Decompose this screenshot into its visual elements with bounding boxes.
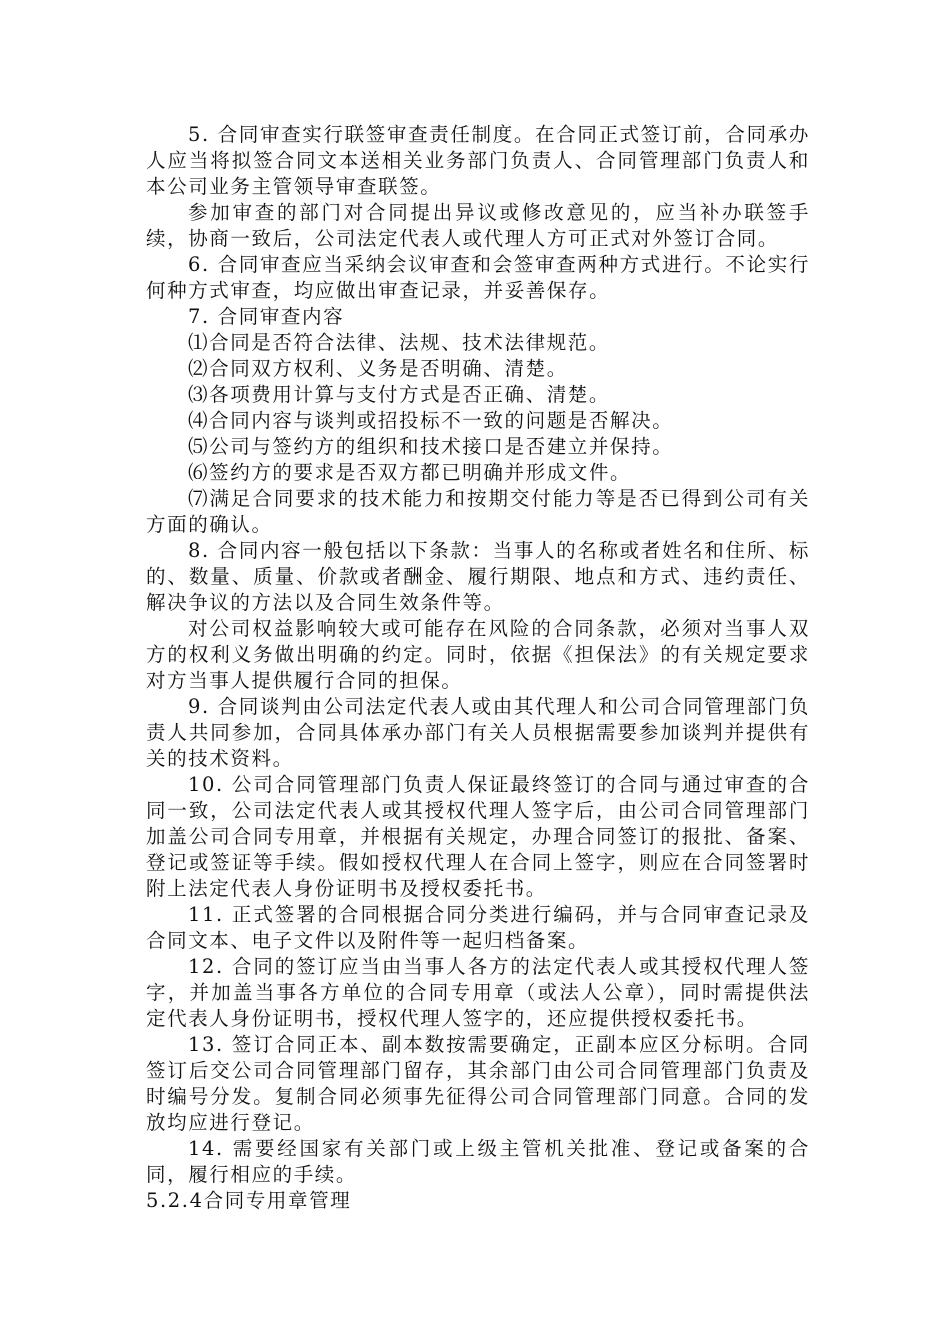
paragraph-5-supplement: 参加审查的部门对合同提出异议或修改意见的，应当补办联签手续，协商一致后，公司法定代表人或代理人方可正式对外签订合同。	[146, 201, 810, 250]
review-item-5: ⑸公司与签约方的组织和技术接口是否建立并保持。	[188, 435, 674, 458]
review-item-6: ⑹签约方的要求是否双方都已明确并形成文件。	[188, 461, 632, 484]
paragraph-5: 5. 合同审查实行联签审查责任制度。在合同正式签订前，合同承办人应当将拟签合同文本送相关业务部门负责人、合同管理部门负责人和本公司业务主管领导审查联签。	[146, 123, 810, 198]
paragraph-9: 9. 合同谈判由公司法定代表人或由其代理人和公司合同管理部门负责人共同参加，合同具体承办部门有关人员根据需要参加谈判并提供有关的技术资料。	[146, 695, 810, 770]
paragraph-10: 10. 公司合同管理部门负责人保证最终签订的合同与通过审查的合同一致，公司法定代表人或其授权代理人签字后，由公司合同管理部门加盖公司合同专用章，并根据有关规定，办理合同签订的报批、备案、登记或签证等手续。假如授权代理人在合同上签字，则应在合同签署时附上法定代表人身份证明书及授权委托书。	[146, 773, 810, 900]
paragraph-7: 7. 合同审查内容	[188, 305, 345, 328]
paragraph-14: 14. 需要经国家有关部门或上级主管机关批准、登记或备案的合同，履行相应的手续。	[146, 1137, 810, 1186]
review-item-2: ⑵合同双方权利、义务是否明确、清楚。	[188, 357, 568, 380]
review-item-3: ⑶各项费用计算与支付方式是否正确、清楚。	[188, 383, 611, 406]
review-item-7: ⑺满足合同要求的技术能力和按期交付能力等是否已得到公司有关方面的确认。	[146, 487, 810, 536]
paragraph-11: 11. 正式签署的合同根据合同分类进行编码，并与合同审查记录及合同文本、电子文件以及附件等一起归档备案。	[146, 903, 810, 952]
paragraph-8-supplement: 对公司权益影响较大或可能存在风险的合同条款，必须对当事人双方的权利义务做出明确的约定。同时，依据《担保法》的有关规定要求对方当事人提供履行合同的担保。	[146, 617, 810, 692]
paragraph-13: 13. 签订合同正本、副本数按需要确定，正副本应区分标明。合同签订后交公司合同管理部门留存，其余部门由公司合同管理部门负责及时编号分发。复制合同必须事先征得公司合同管理部门同意。合同的发放均应进行登记。	[146, 1033, 810, 1134]
paragraph-6: 6. 合同审查应当采纳会议审查和会签审查两种方式进行。不论实行何种方式审查，均应做出审查记录，并妥善保存。	[146, 253, 810, 302]
document-page	[146, 122, 810, 1214]
paragraph-8: 8. 合同内容一般包括以下条款：当事人的名称或者姓名和住所、标的、数量、质量、价款或者酬金、履行期限、地点和方式、违约责任、解决争议的方法以及合同生效条件等。	[146, 539, 810, 614]
section-heading: 5.2.4合同专用章管理	[146, 1189, 352, 1212]
review-item-4: ⑷合同内容与谈判或招投标不一致的问题是否解决。	[188, 409, 674, 432]
paragraph-12: 12. 合同的签订应当由当事人各方的法定代表人或其授权代理人签字，并加盖当事各方单位的合同专用章（或法人公章），同时需提供法定代表人身份证明书，授权代理人签字的，还应提供授权委托书。	[146, 955, 810, 1030]
review-item-1: ⑴合同是否符合法律、法规、技术法律规范。	[188, 331, 611, 354]
